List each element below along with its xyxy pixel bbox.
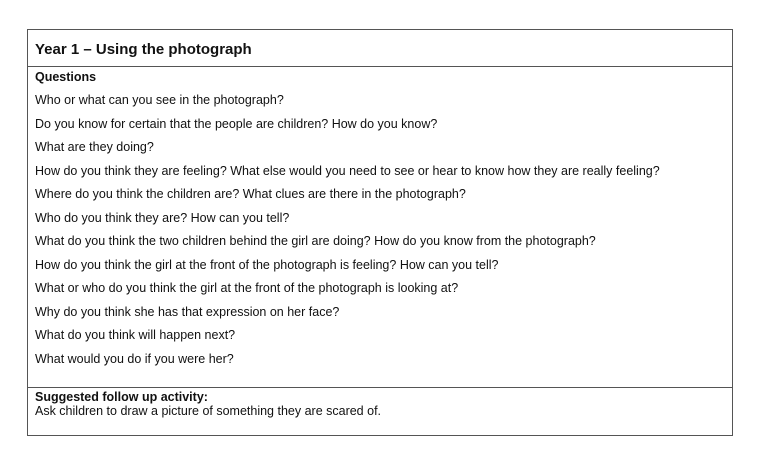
questions-heading: Questions (35, 70, 97, 84)
question-item: Do you know for certain that the people are children? How do you know? (35, 116, 438, 131)
question-item: Who do you think they are? How can you tell? (35, 210, 290, 225)
question-item: What would you do if you were her? (35, 351, 234, 366)
question-item: What are they doing? (35, 140, 154, 154)
followup-heading: Suggested follow up activity: (35, 390, 208, 404)
question-list (28, 89, 732, 371)
question-item: What or who do you think the girl at the front of the photograph is looking at? (35, 281, 459, 295)
question-item: Why do you think she has that expression on her face? (35, 304, 340, 319)
question-item: Who or what can you see in the photograph? (35, 93, 284, 107)
followup-section (28, 387, 732, 419)
question-item: How do you think the girl at the front of the photograph is feeling? How can you tell? (35, 257, 499, 272)
question-item: How do you think they are feeling? What else would you need to see or hear to know how they are really feeling? (35, 163, 660, 178)
worksheet-table (27, 29, 733, 436)
question-item: What do you think will happen next? (35, 328, 236, 342)
question-item: What do you think the two children behind the girl are doing? How do you know from the photograph? (35, 234, 596, 248)
question-item: Where do you think the children are? What clues are there in the photograph? (35, 187, 466, 201)
worksheet-title: Year 1 – Using the photograph (28, 30, 732, 67)
followup-text: Ask children to draw a picture of something they are scared of. (35, 404, 382, 418)
